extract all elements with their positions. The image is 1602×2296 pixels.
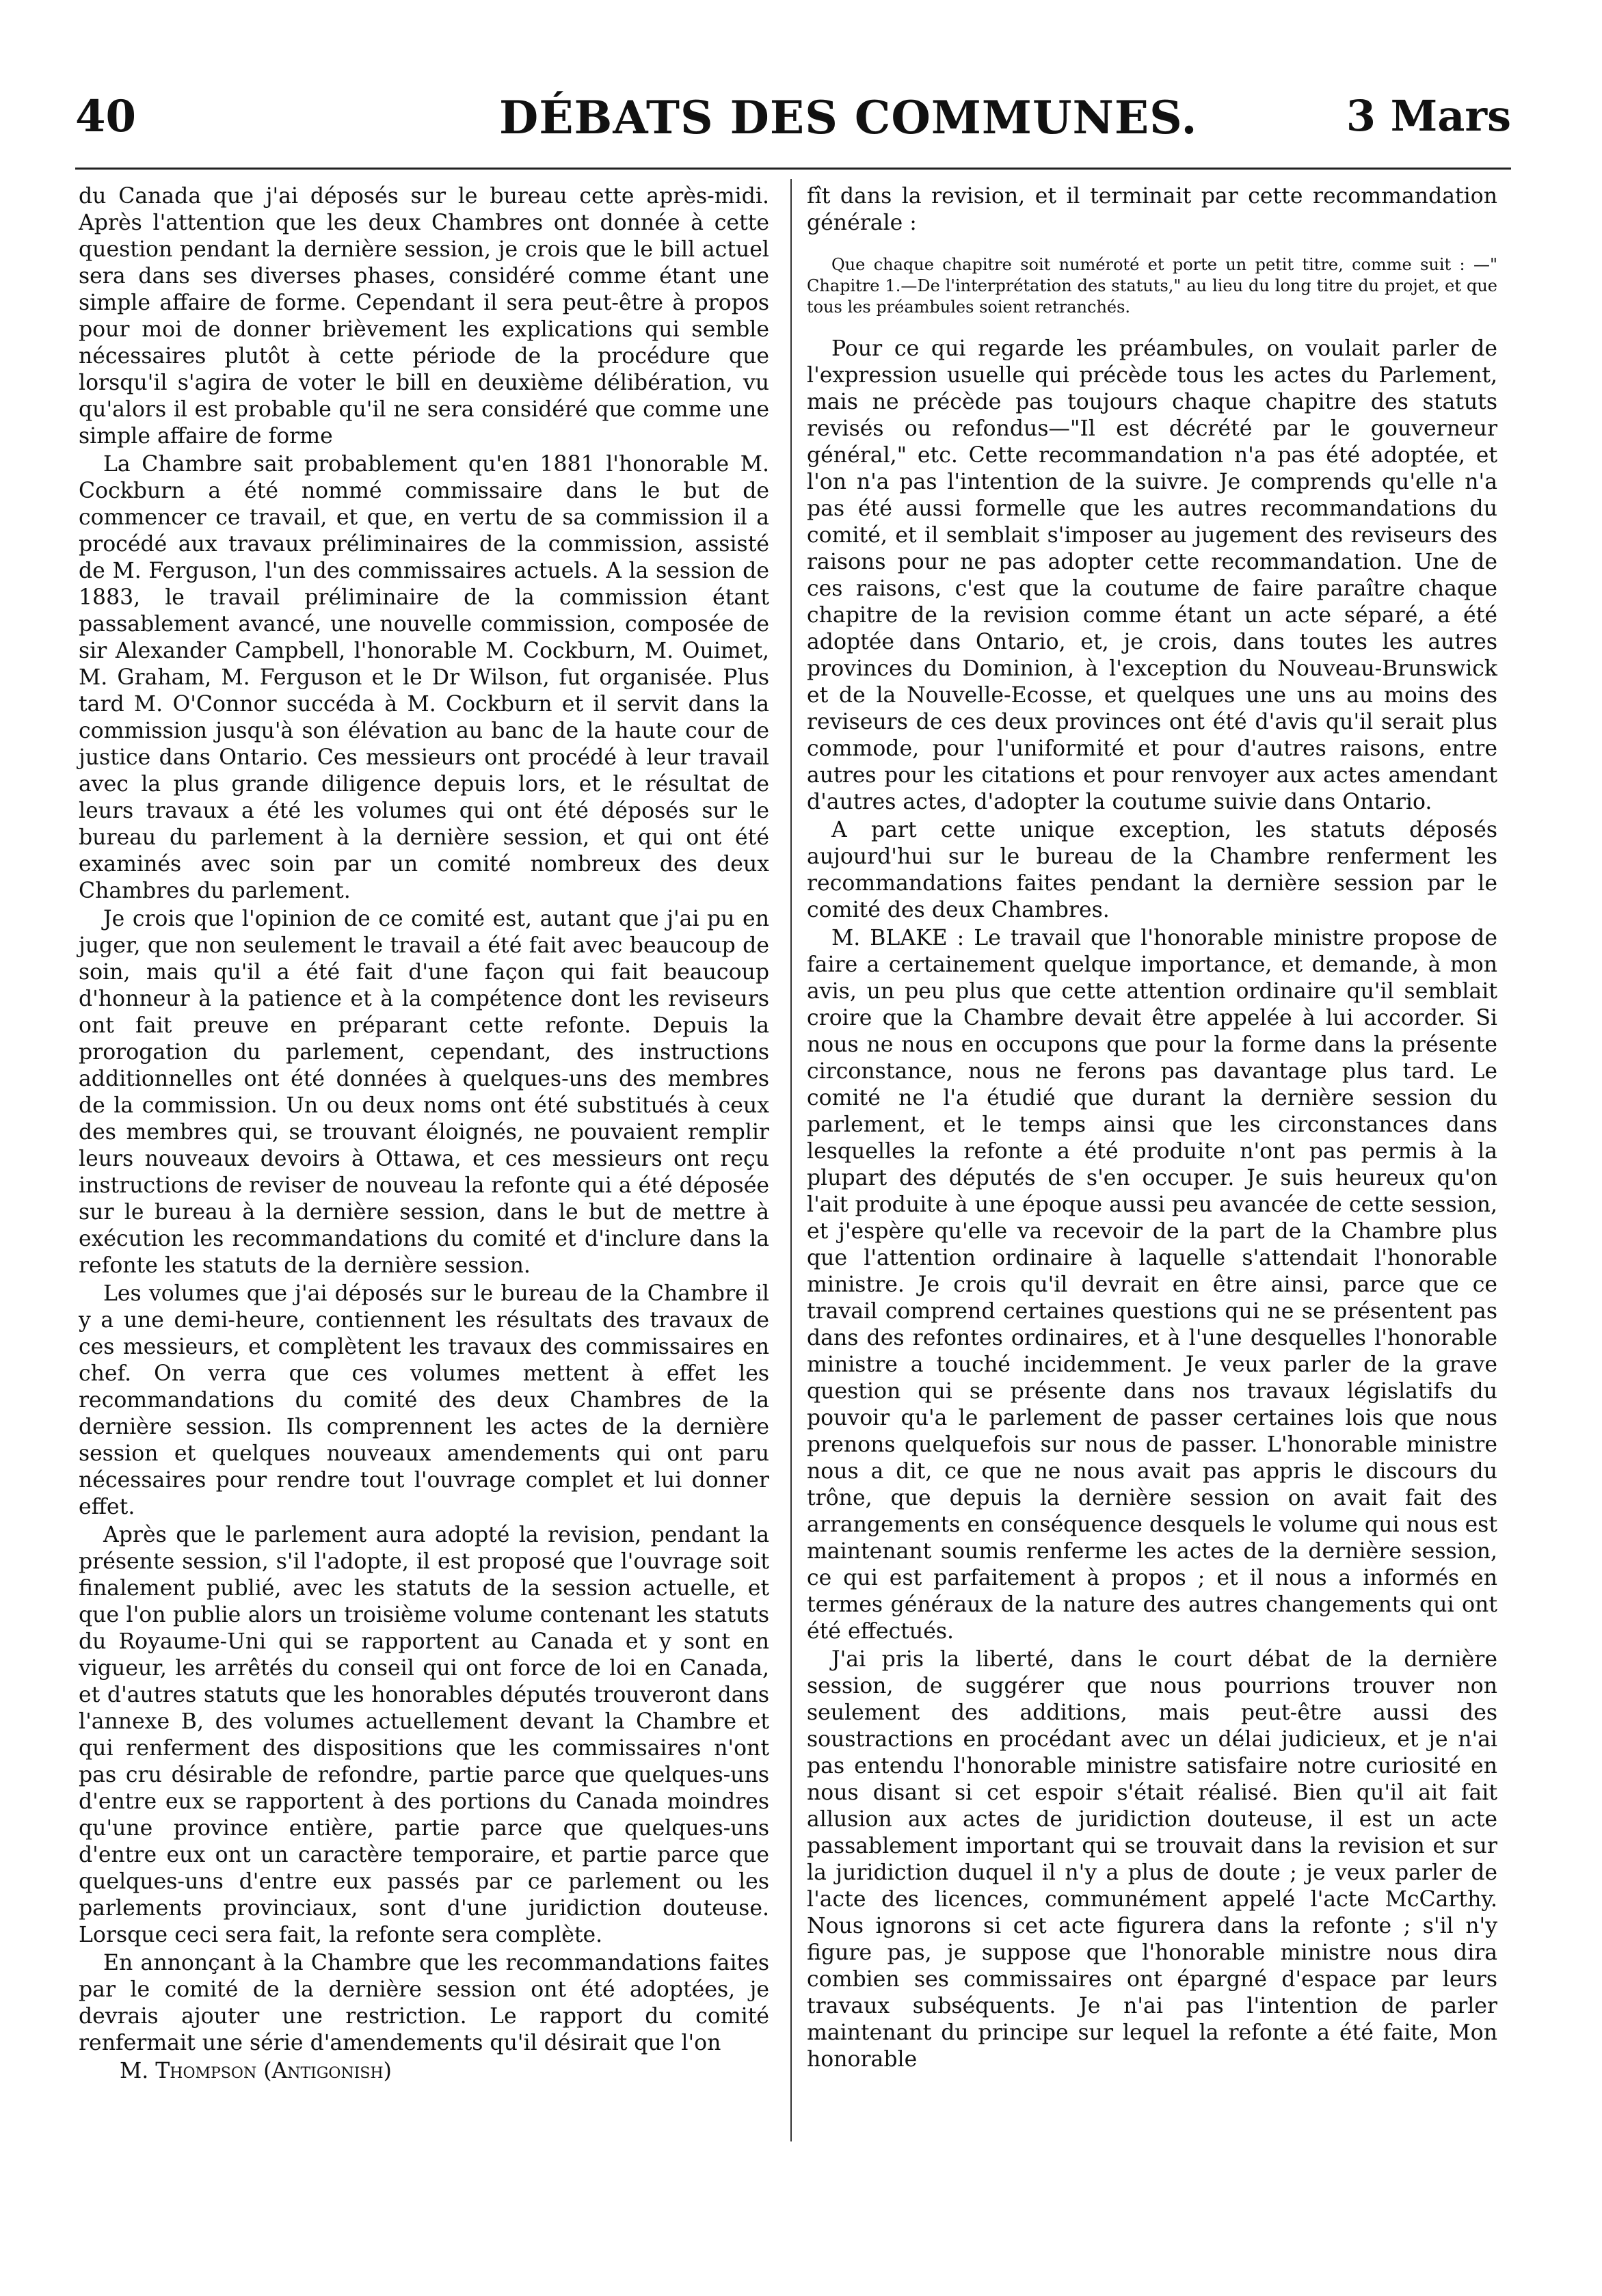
paragraph: Pour ce qui regarde les préambules, on voulait parler de l'expression usuelle qui précède tous les actes du Parlement, mais ne précède pas toujours chaque chapitre des statuts revisés ou refondus—"Il est décrété par le gouverneur général," etc. Cette recommandation n'a pas été adoptée, et l'on n'a pas l'intention de la suivre. Je comprends qu'elle n'a pas été aussi formelle que les autres recommandations du comité, et il semblait s'imposer au jugement des reviseurs des raisons pour ne pas adopter cette recommandation. Une de ces raisons, c'est que la coutume de faire paraître chaque chapitre de la revision comme étant un acte séparé, a été adoptée dans Ontario, et, je crois, dans toutes les autres provinces du Dominion, à l'exception du Nouveau-Brunswick et de la Nouvelle-Ecosse, et quelques une uns au moins des reviseurs de ces deux provinces ont été d'avis qu'il serait plus commode, pour l'uniformité et pour d'autres raisons, entre autres pour les citations et pour renvoyer aux actes amendant d'autres actes, d'adopter la coutume suivie dans Ontario. <box>807 336 1497 814</box>
page-header <box>75 85 1511 154</box>
paragraph: Après que le parlement aura adopté la revision, pendant la présente session, s'il l'adopte, il est proposé que l'ouvrage soit finalement publié, avec les statuts de la session actuelle, et que l'on publie alors un troisième volume contenant les statuts du Royaume-Uni qui se rapportent au Canada et y sont en vigueur, les arrêtés du conseil qui ont force de loi en Canada, et d'autres statuts que les honorables députés trouveront dans l'annexe B, des volumes actuellement devant la Chambre et qui renferment des dispositions que les commissaires n'ont pas cru désirable de refondre, partie parce que quelques-uns d'entre eux se rapportent à des portions du Canada moindres qu'une province entière, partie parce que quelques-uns d'entre eux ont un caractère temporaire, et partie parce que quelques-uns d'entre eux passés par ce parlement ou les parlements provinciaux, sont d'une juridiction douteuse. Lorsque ceci sera fait, la refonte sera complète. <box>79 1523 769 1947</box>
paragraph: du Canada que j'ai déposés sur le bureau cette après-midi. Après l'attention que les deux Chambres ont donnée à cette question pendant la dernière session, je crois que le bill actuel sera dans ses diverses phases, considéré comme étant une simple affaire de forme. Cependant il sera peut-être à propos pour moi de donner brièvement les explications qui semble nécessaires plutôt à cette période de la procédure que lorsqu'il s'agira de voter le bill en deuxième délibération, vu qu'alors il est probable qu'il ne sera considéré que comme une simple affaire de forme <box>79 184 769 449</box>
paragraph: Les volumes que j'ai déposés sur le bureau de la Chambre il y a une demi-heure, contiennent les résultats des travaux de ces messieurs, et complètent les travaux des commissaires en chef. On verra que ces volumes mettent à effet les recommandations du comité des deux Chambres de la dernière session. Ils comprennent les actes de la dernière session et quelques nouveaux amendements qui ont paru nécessaires pour rendre tout l'ouvrage complet et lui donner effet. <box>79 1281 769 1519</box>
left-column <box>79 183 769 2086</box>
page-title: DÉBATS DES COMMUNES. <box>499 91 1198 144</box>
page-number: 40 <box>75 91 137 142</box>
paragraph: En annonçant à la Chambre que les recommandations faites par le comité de la dernière session ont été adoptées, je devrais ajouter une restriction. Le rapport du comité renfermait une série d'amendements qu'il désirait que l'on <box>79 1951 769 2055</box>
column-divider <box>790 179 792 2141</box>
paragraph: fît dans la revision, et il terminait par cette recommandation générale : <box>807 184 1497 235</box>
paragraph: Je crois que l'opinion de ce comité est, autant que j'ai pu en juger, que non seulement le travail a été fait avec beaucoup de soin, mais qu'il a été fait d'une façon qui fait beaucoup d'honneur à la patience et à la compétence dont les reviseurs ont fait preuve en préparant cette refonte. Depuis la prorogation du parlement, cependant, des instructions additionnelles ont été données à quelques-uns des membres de la commission. Un ou deux noms ont été substitués à ceux des membres qui, se trouvant éloignés, ne pouvaient remplir leurs nouveaux devoirs à Ottawa, et ces messieurs ont reçu instructions de reviser de nouveau la refonte qui a été déposée sur le bureau à la dernière session, dans le but de mettre à exécution les recommandations du comité et d'inclure dans la refonte les statuts de la dernière session. <box>79 907 769 1278</box>
speaker-signature: M. Thompson (Antigonish) <box>120 2059 392 2083</box>
right-column <box>807 183 1497 2074</box>
paragraph: M. BLAKE : Le travail que l'honorable ministre propose de faire a certainement quelque importance, et demande, à mon avis, un peu plus que cette attention ordinaire qu'il semblait croire que la Chambre devait être appelée à lui accorder. Si nous ne nous en occupons que pour la forme dans la présente circonstance, nous ne ferons pas davantage plus tard. Le comité ne l'a étudié que durant la dernière session du parlement, et le temps ainsi que les circonstances dans lesquelles la refonte a été produite n'ont pas permis à la plupart des députés de s'en occuper. Je suis heureux qu'on l'ait produite à une époque aussi peu avancée de cette session, et j'espère qu'elle va recevoir de la part de la Chambre plus que l'attention ordinaire à laquelle s'attendait l'honorable ministre. Je crois qu'il devrait en être ainsi, parce que ce travail comprend certaines questions qui ne se présentent pas dans des refontes ordinaires, et à l'une desquelles l'honorable ministre a touché incidemment. Je veux parler de la grave question qui se présente dans nos travaux législatifs du pouvoir qu'a le parlement de passer certaines lois que nous prenons quelquefois sur nous de passer. L'honorable ministre nous a dit, ce que ne nous avait pas appris le discours du trône, que depuis la dernière session on avait fait des arrangements en conséquence desquels le volume qui nous est maintenant soumis renferme les actes de la dernière session, ce qui est parfaitement à propos ; et il nous a informés en termes généraux de la nature des autres changements qui ont été effectués. <box>807 926 1497 1644</box>
paragraph: A part cette unique exception, les statuts déposés aujourd'hui sur le bureau de la Chambre renferment les recommandations faites pendant la dernière session par le comité des deux Chambres. <box>807 818 1497 922</box>
paragraph: J'ai pris la liberté, dans le court débat de la dernière session, de suggérer que nous pourrions trouver non seulement des additions, mais peut-être aussi des soustractions en procédant avec un délai judicieux, et je n'ai pas entendu l'honorable ministre satisfaire notre curiosité en nous disant si cet espoir s'était réalisé. Bien qu'il ait fait allusion aux actes de juridiction douteuse, il est un acte passablement important qui se trouvait dans la revision et sur la juridiction duquel il n'y a plus de doute ; je veux parler de l'acte des licences, communément appelé l'acte McCarthy. Nous ignorons si cet acte figurera dans la refonte ; s'il n'y figure pas, je suppose que l'honorable ministre nous dira combien ses commissaires ont épargné d'espace par leurs travaux subséquents. Je n'ai pas l'intention de parler maintenant du principe sur lequel la refonte a été faite, Mon honorable <box>807 1647 1497 2072</box>
block-quote: Que chaque chapitre soit numéroté et porte un petit titre, comme suit : —" Chapitre 1.—De l'interprétation des statuts," au lieu du long titre du projet, et que tous les préambules soient retranchés. <box>807 255 1497 317</box>
paragraph: La Chambre sait probablement qu'en 1881 l'honorable M. Cockburn a été nommé commissaire dans le but de commencer ce travail, et que, en vertu de sa commission il a procédé aux travaux préliminaires de la commission, assisté de M. Ferguson, l'un des commissaires actuels. A la session de 1883, le travail préliminaire de la commission étant passablement avancé, une nouvelle commission, composée de sir Alexander Campbell, l'honorable M. Cockburn, M. Ouimet, M. Graham, M. Ferguson et le Dr Wilson, fut organisée. Plus tard M. O'Connor succéda à M. Cockburn et il servit dans la commission jusqu'à son élévation au banc de la haute cour de justice dans Ontario. Ces messieurs ont procédé à leur travail avec la plus grande diligence depuis lors, et le résultat de leurs travaux a été les volumes qui ont été déposés sur le bureau du parlement à la dernière session, et qui ont été examinés avec soin par un comité nombreux des deux Chambres du parlement. <box>79 452 769 903</box>
header-rule <box>75 168 1511 170</box>
page-date: 3 Mars <box>1346 91 1511 141</box>
